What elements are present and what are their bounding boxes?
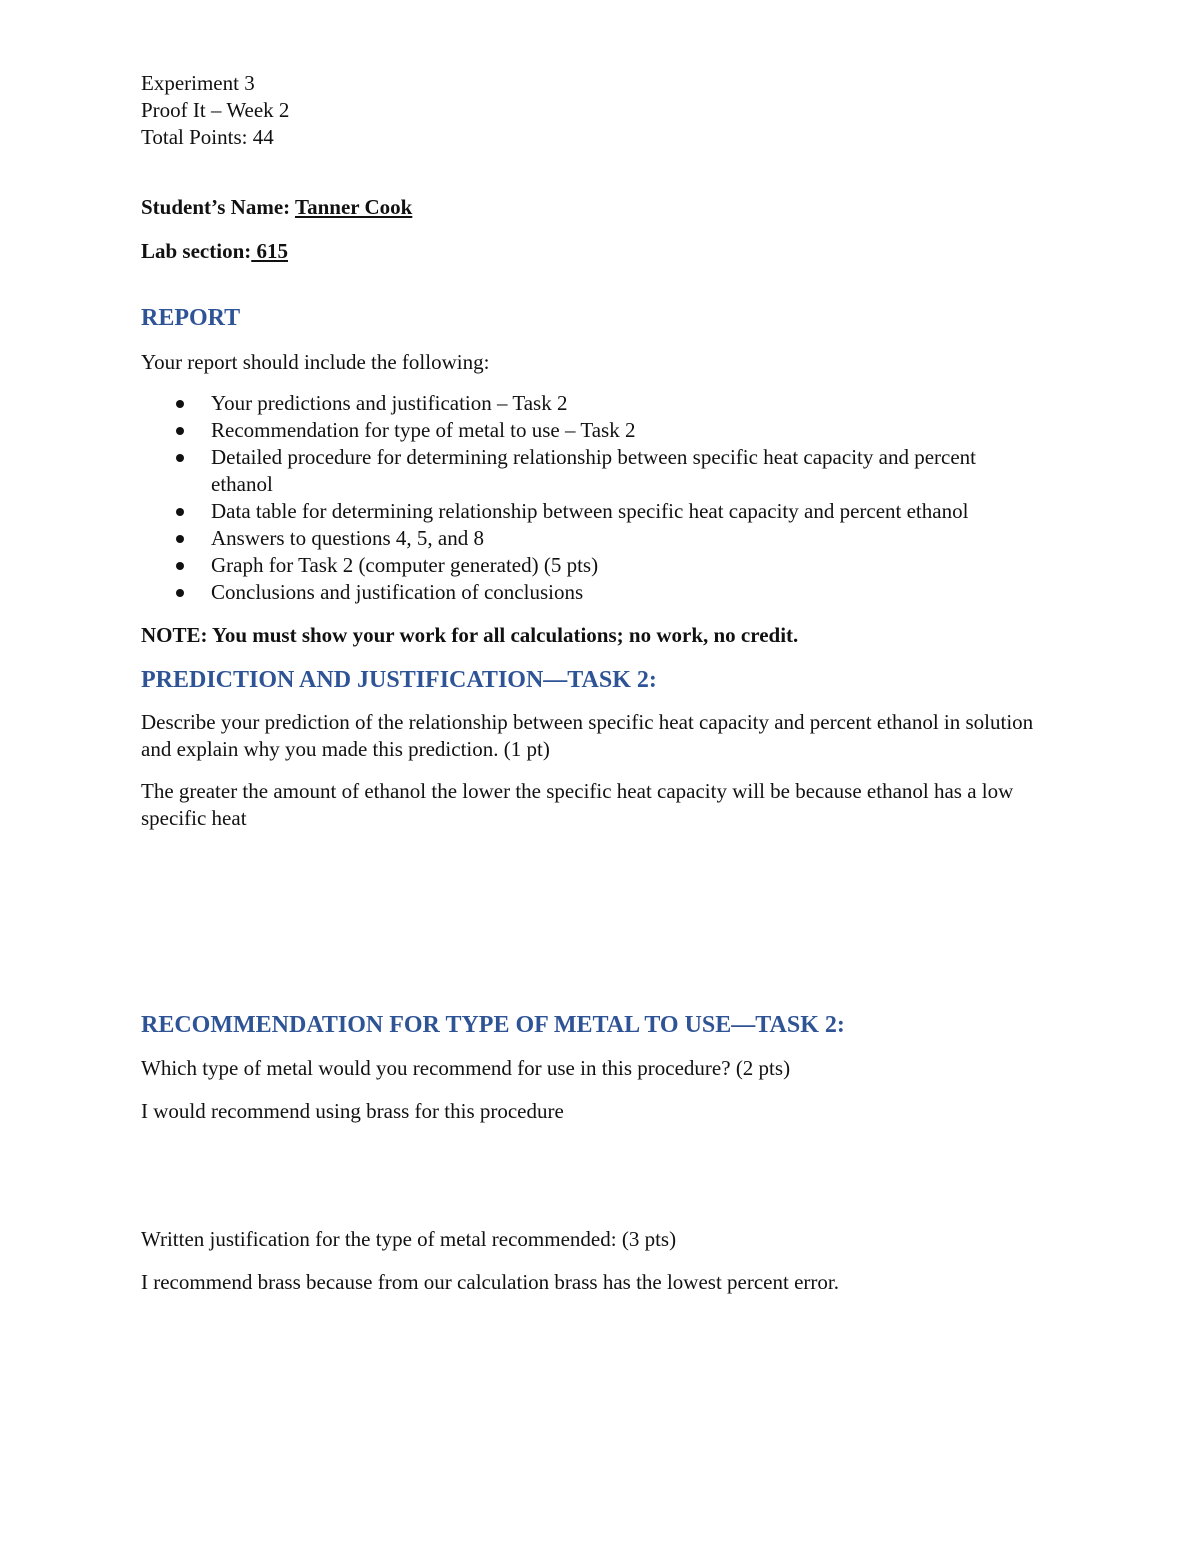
prediction-prompt: Describe your prediction of the relationship between specific heat capacity and percent ethanol in solution and explain why you made this prediction. (1 pt) [141,710,1034,761]
lab-section-label: Lab section: [141,239,252,263]
list-item: Detailed procedure for determining relationship between specific heat capacity and percent ethanol [141,444,1041,498]
list-item: Answers to questions 4, 5, and 8 [141,525,1041,552]
list-item: Your predictions and justification – Task 2 [141,390,1041,417]
justification-answer: I recommend brass because from our calculation brass has the lowest percent error. [141,1270,839,1294]
total-points: Total Points: 44 [141,125,274,149]
recommendation-prompt: Which type of metal would you recommend for use in this procedure? (2 pts) [141,1056,791,1080]
experiment-title: Experiment 3 [141,71,255,95]
recommendation-heading: RECOMMENDATION FOR TYPE OF METAL TO USE—TASK 2: [141,1012,845,1038]
student-name-label: Student’s Name: [141,195,291,219]
bullet-icon [176,454,184,462]
report-intro: Your report should include the following: [141,350,490,374]
list-item: Data table for determining relationship between specific heat capacity and percent ethanol [141,498,1041,525]
lab-section-field [141,238,1041,265]
bullet-icon [176,508,184,516]
list-item: Recommendation for type of metal to use – Task 2 [141,417,1041,444]
bullet-icon [176,562,184,570]
bullet-icon [176,589,184,597]
prediction-heading: PREDICTION AND JUSTIFICATION—TASK 2: [141,667,657,693]
bullet-icon [176,427,184,435]
bullet-icon [176,400,184,408]
bullet-icon [176,535,184,543]
lab-section-value: 615 [251,239,288,263]
list-item: Conclusions and justification of conclusions [141,579,1041,606]
student-name-value: Tanner Cook [295,195,413,219]
report-checklist [141,390,1041,606]
justification-prompt: Written justification for the type of metal recommended: (3 pts) [141,1227,677,1251]
recommendation-answer: I would recommend using brass for this procedure [141,1099,564,1123]
proof-week: Proof It – Week 2 [141,98,290,122]
student-name-field [141,194,1041,221]
report-heading: REPORT [141,305,241,331]
work-note: NOTE: You must show your work for all calculations; no work, no credit. [141,623,799,647]
prediction-answer: The greater the amount of ethanol the lower the specific heat capacity will be because ethanol has a low specific heat [141,779,1014,830]
document-page [141,70,1041,1296]
list-item: Graph for Task 2 (computer generated) (5 pts) [141,552,1041,579]
